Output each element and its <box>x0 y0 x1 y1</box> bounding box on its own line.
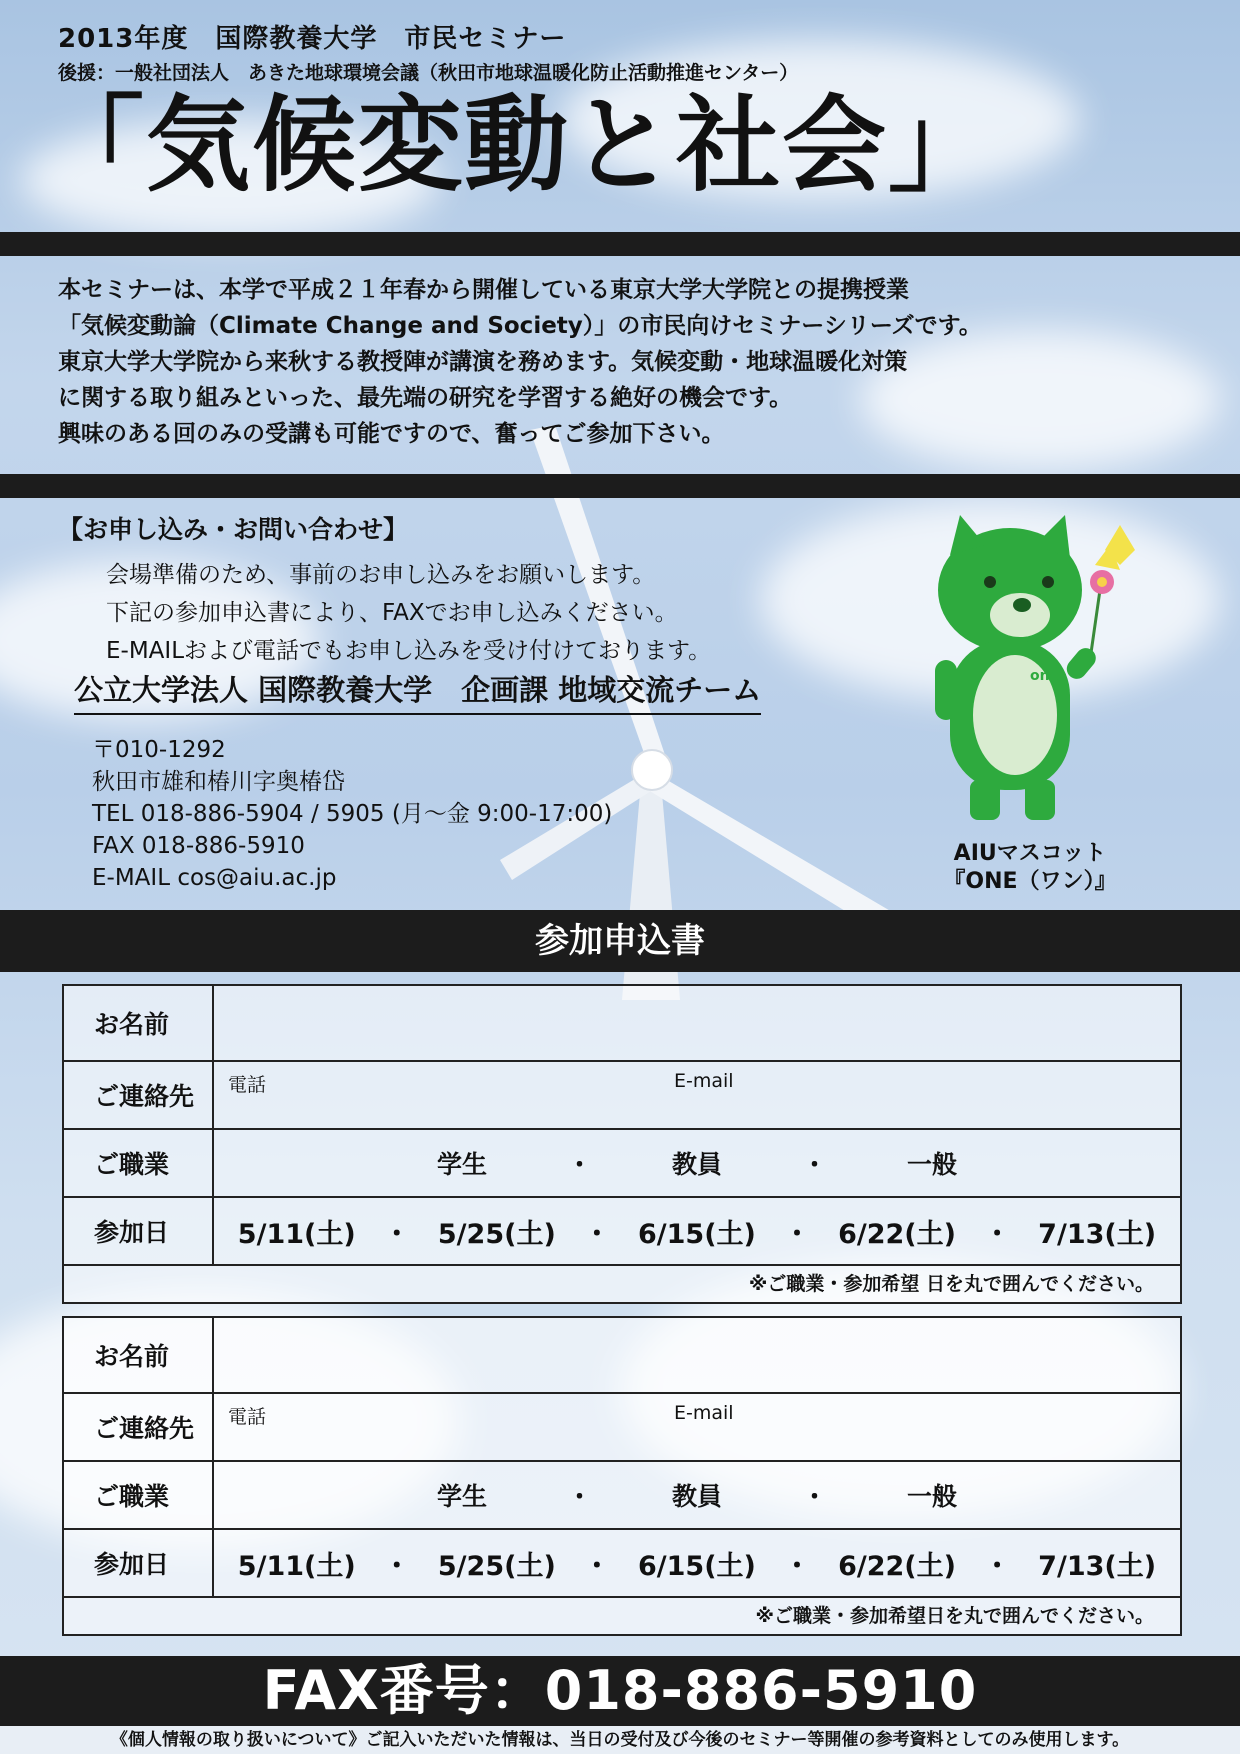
application-form-1 <box>62 984 1182 1304</box>
street-address: 秋田市雄和椿川字奥椿岱 <box>92 769 345 795</box>
separator: ・ <box>566 1482 592 1511</box>
contact-field[interactable] <box>214 1394 1180 1460</box>
form-note: ※ご職業・参加希望 日を丸で囲んでください。 <box>748 1273 1154 1295</box>
name-field[interactable] <box>214 986 1180 1060</box>
job-row <box>64 1130 1180 1198</box>
contact-line: E-MAILおよび電話でもお申し込みを受け付けております。 <box>106 638 712 664</box>
postal-code: 〒010-1292 <box>92 737 226 763</box>
mascot-caption-line2: 『ONE（ワン）』 <box>943 869 1117 894</box>
email-address[interactable]: E-MAIL cos@aiu.ac.jp <box>92 865 337 891</box>
date-option[interactable]: 7/13(土) <box>1038 1218 1157 1250</box>
mascot-icon <box>930 510 1160 840</box>
date-option[interactable]: 5/25(土) <box>437 1218 556 1250</box>
contact-field[interactable] <box>214 1062 1180 1128</box>
intro-text <box>58 272 982 452</box>
telephone: TEL 018-886-5904 / 5905 (月～金 9:00-17:00) <box>92 801 613 827</box>
date-option[interactable]: 6/22(土) <box>838 1550 956 1582</box>
contact-heading: 【お申し込み・お問い合わせ】 <box>58 515 409 544</box>
contact-label: ご連絡先 <box>64 1062 214 1128</box>
email-label: E-mail <box>674 1402 734 1424</box>
job-option-general[interactable]: 一般 <box>907 1150 958 1179</box>
date-option[interactable]: 6/15(土) <box>637 1218 756 1250</box>
job-label: ご職業 <box>64 1462 214 1528</box>
job-label: ご職業 <box>64 1130 214 1196</box>
intro-line: 本セミナーは、本学で平成２１年春から開催している東京大学大学院との提携授業 <box>58 277 909 303</box>
privacy-notice: 《個人情報の取り扱いについて》ご記入いただいた情報は、当日の受付及び今後のセミナー等開催の参考資料としてのみ使用します。 <box>0 1726 1240 1754</box>
fax-number-banner: FAX番号：018-886-5910 <box>0 1656 1240 1726</box>
separator: ・ <box>583 1550 611 1582</box>
page-title: 「気候変動と社会」 <box>40 83 995 206</box>
application-form-2 <box>62 1316 1182 1636</box>
intro-line: 「気候変動論（Climate Change and Society）」の市民向けセミナーシリーズです。 <box>58 313 982 339</box>
divider-bar <box>0 474 1240 498</box>
date-label: 参加日 <box>64 1198 214 1264</box>
job-options <box>214 1130 1180 1196</box>
date-option[interactable]: 5/25(土) <box>437 1550 556 1582</box>
job-option-teacher[interactable]: 教員 <box>671 1150 722 1179</box>
mascot-badge-text: one <box>1030 668 1060 684</box>
form-note: ※ご職業・参加希望日を丸で囲んでください。 <box>755 1605 1154 1627</box>
separator: ・ <box>566 1150 592 1179</box>
email-label: E-mail <box>674 1070 734 1092</box>
separator: ・ <box>383 1550 411 1582</box>
intro-line: 興味のある回のみの受講も可能ですので、奮ってご参加下さい。 <box>58 421 725 447</box>
name-label: お名前 <box>64 1318 214 1392</box>
contact-label: ご連絡先 <box>64 1394 214 1460</box>
date-row <box>64 1530 1180 1598</box>
separator: ・ <box>983 1218 1011 1250</box>
phone-label: 電話 <box>228 1406 267 1428</box>
separator: ・ <box>802 1482 828 1511</box>
date-option[interactable]: 7/13(土) <box>1038 1550 1157 1582</box>
fax-number: FAX 018-886-5910 <box>92 833 305 859</box>
date-label: 参加日 <box>64 1530 214 1596</box>
date-options <box>214 1530 1180 1596</box>
form-title: 参加申込書 <box>0 910 1240 972</box>
intro-line: に関する取り組みといった、最先端の研究を学習する絶好の機会です。 <box>58 385 793 411</box>
sponsor-line: 後援：一般社団法人 あきた地球環境会議（秋田市地球温暖化防止活動推進センター） <box>58 62 799 84</box>
separator: ・ <box>983 1550 1011 1582</box>
date-option[interactable]: 6/15(土) <box>637 1550 756 1582</box>
separator: ・ <box>783 1218 811 1250</box>
contact-line: 会場準備のため、事前のお申し込みをお願いします。 <box>106 562 656 588</box>
event-subtitle: 2013年度 国際教養大学 市民セミナー <box>58 24 567 54</box>
name-row <box>64 1318 1180 1394</box>
separator: ・ <box>383 1218 411 1250</box>
divider-bar <box>0 232 1240 256</box>
date-option[interactable]: 5/11(土) <box>237 1218 356 1250</box>
intro-line: 東京大学大学院から来秋する教授陣が講演を務めます。気候変動・地球温暖化対策 <box>58 349 908 375</box>
job-option-general[interactable]: 一般 <box>907 1482 958 1511</box>
separator: ・ <box>802 1150 828 1179</box>
separator: ・ <box>783 1550 811 1582</box>
contact-row <box>64 1062 1180 1130</box>
date-row <box>64 1198 1180 1266</box>
contact-instructions <box>106 556 711 670</box>
job-options <box>214 1462 1180 1528</box>
date-options <box>214 1198 1180 1264</box>
name-row <box>64 986 1180 1062</box>
date-option[interactable]: 6/22(土) <box>838 1218 956 1250</box>
contact-address <box>92 734 612 894</box>
job-row <box>64 1462 1180 1530</box>
phone-label: 電話 <box>228 1074 267 1096</box>
date-option[interactable]: 5/11(土) <box>237 1550 356 1582</box>
job-option-teacher[interactable]: 教員 <box>671 1482 722 1511</box>
organization-name: 公立大学法人 国際教養大学 企画課 地域交流チーム <box>74 668 761 715</box>
job-option-student[interactable]: 学生 <box>436 1150 487 1179</box>
contact-line: 下記の参加申込書により、FAXでお申し込みください。 <box>106 600 678 626</box>
mascot-caption-line1: AIUマスコット <box>953 841 1107 866</box>
mascot-caption <box>940 840 1120 896</box>
job-option-student[interactable]: 学生 <box>436 1482 487 1511</box>
separator: ・ <box>583 1218 611 1250</box>
name-label: お名前 <box>64 986 214 1060</box>
name-field[interactable] <box>214 1318 1180 1392</box>
contact-row <box>64 1394 1180 1462</box>
